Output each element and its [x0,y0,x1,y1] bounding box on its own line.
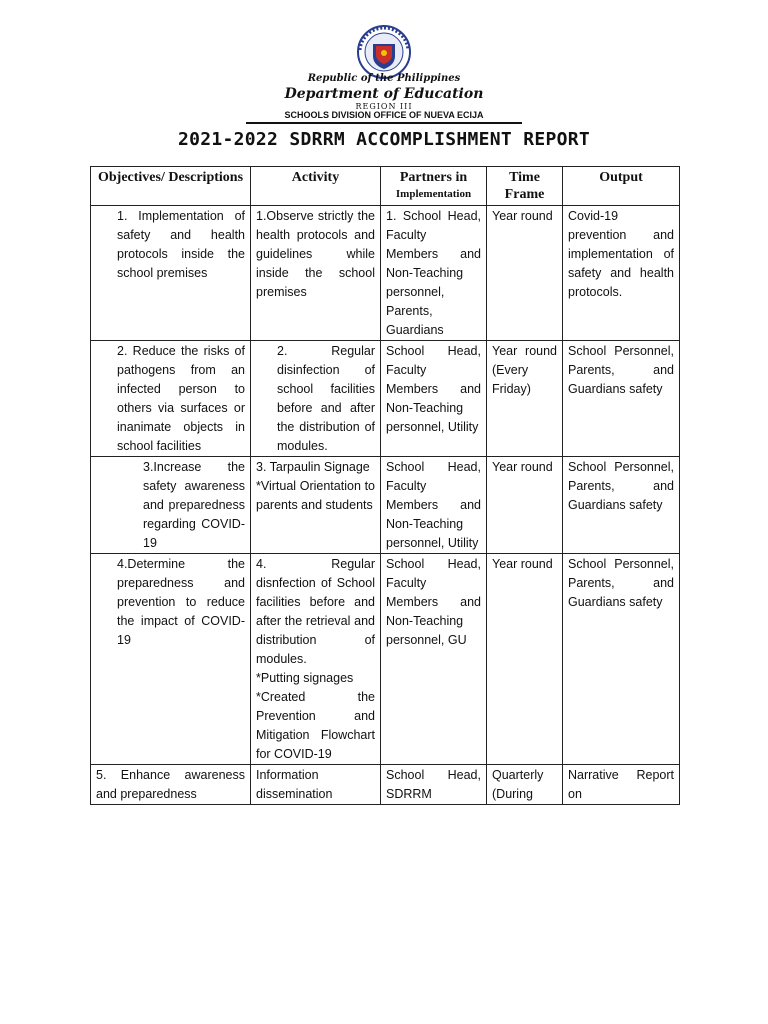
header-divider [246,122,522,124]
header-partners [381,167,487,206]
output-cell: School Personnel, Parents, and Guardians safety [563,457,680,554]
activity-extra-text: *Putting signages [256,671,354,685]
time-frame-cell: Year round [487,554,563,765]
output-cell: School Personnel, Parents, and Guardians safety [563,554,680,765]
activity-extra-text: *Virtual Orientation to parents and students [256,479,375,512]
time-frame-cell: Year round [487,206,563,341]
objective-cell: 1. Implementation of safety and health protocols inside the school premises [91,206,251,341]
table-header-row [91,167,680,206]
activity-text: Information dissemination [256,768,333,801]
republic-label: Republic of the Philippines [307,73,461,84]
table-row [91,341,680,457]
division-label: SCHOOLS DIVISION OFFICE OF NUEVA ECIJA [284,110,484,120]
objective-cell: 3.Increase the safety awareness and preparedness regarding COVID-19 [91,457,251,554]
objective-cell: 4.Determine the preparedness and prevention to reduce the impact of COVID-19 [91,554,251,765]
table-row [91,554,680,765]
header-output: Output [563,167,680,206]
output-cell: School Personnel, Parents, and Guardians safety [563,341,680,457]
activity-text: 4. Regular disnfection of School facilities before and after the retrieval and distribution of modules. [256,557,375,666]
output-text: Narrative Report on [568,768,674,801]
activity-text: 3. Tarpaulin Signage [256,460,370,474]
table-row [91,765,680,805]
header-partners-label: Partners in [399,170,468,185]
time-frame-text: Quarterly (During [492,768,544,801]
partners-cell: School Head, Faculty Members and Non-Teaching personnel, Utility [381,457,487,554]
header-objectives: Objectives/ Descriptions [91,167,251,206]
activity-cell: 2. Regular disinfection of school facilities before and after the distribution of modules. [251,341,381,457]
activity-cell: 1.Observe strictly the health protocols and guidelines while inside the school premises [251,206,381,341]
time-frame-cell: Year round (Every Friday) [487,341,563,457]
report-title: 2021-2022 SDRRM ACCOMPLISHMENT REPORT [177,129,591,150]
activity-cell [251,554,381,765]
table-row [91,457,680,554]
activity-cell [251,457,381,554]
region-label: REGION III [355,102,413,111]
output-cell: Covid-19 prevention and implementation of safety and health protocols. [563,206,680,341]
time-frame-cell [487,765,563,805]
output-cell [563,765,680,805]
accomplishment-table [90,166,680,805]
objective-text: 5. Enhance awareness and preparedness [96,768,245,801]
objective-cell: 2. Reduce the risks of pathogens from an infected person to others via surfaces or inanimate objects in school facilities [91,341,251,457]
partners-text: School Head, SDRRM [386,768,481,801]
department-label: Department of Education [284,86,484,102]
partners-cell: School Head, Faculty Members and Non-Teaching personnel, GU [381,554,487,765]
partners-cell: School Head, Faculty Members and Non-Teaching personnel, Utility [381,341,487,457]
header-partners-sub: Implementation [395,188,472,200]
header-time-frame: Time Frame [487,167,563,206]
header-activity: Activity [251,167,381,206]
partners-cell: 1. School Head, Faculty Members and Non-Teaching personnel, Parents, Guardians [381,206,487,341]
deped-seal-logo [346,24,422,80]
partners-cell [381,765,487,805]
activity-extra-text-2: *Created the Prevention and Mitigation Flowchart for COVID-19 [256,690,375,761]
time-frame-cell: Year round [487,457,563,554]
activity-cell [251,765,381,805]
objective-cell [91,765,251,805]
table-row [91,206,680,341]
